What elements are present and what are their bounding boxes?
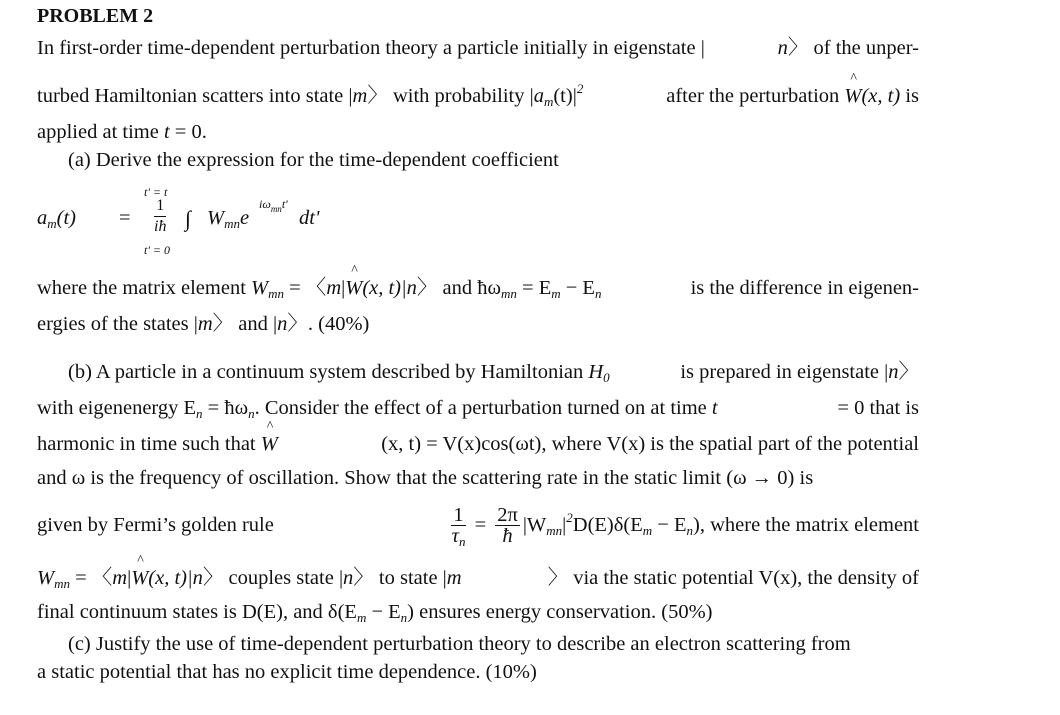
part-b-line-1: (b) A particle in a continuum system described by Hamiltonian $H_0$ is prepared in eigenstate |n〉 (68, 361, 919, 385)
intro-line-3: applied at time t = 0. (37, 121, 207, 143)
part-b-line-6: $W_{mn}$ = 〈m|^ W(x, t)|n〉 couples state |n〉 to state |m 〉 via the static potential V(x), the density of (37, 566, 919, 590)
part-c-line-1: (c) Justify the use of time-dependent perturbation theory to describe an electron scattering from (68, 633, 851, 655)
integral-sign: ∫ (185, 206, 192, 231)
part-c-line-2: a static potential that has no explicit time dependence. (10%) (37, 661, 537, 683)
intro-line-1: In first-order time-dependent perturbation theory a particle initially in eigenstate | n〉 of the unper- (37, 37, 919, 59)
hat-w: ^ W (844, 84, 861, 108)
part-a-heading: (a) Derive the expression for the time-dependent coefficient (68, 149, 559, 171)
part-b-line-5: given by Fermi’s golden rule $\frac{1}{\tau_n}$ = $\frac{2\pi}{ħ}$ $|W_{mn}|^2D(E)\delta(E_m - E_n)$, where the matrix element (37, 503, 919, 549)
intro-line-2: turbed Hamiltonian scatters into state |m〉 with probability $|a_m(t)|^2$ after the perturbation ^ W(x, t) is (37, 84, 919, 108)
part-b-line-7: final continuum states is D(E), and $\delta(E_m - E_n)$ ensures energy conservation. (50%) (37, 601, 713, 625)
part-a-where-2: ergies of the states |m〉 and |n〉. (40%) (37, 313, 370, 335)
part-a-where-1: where the matrix element $W_{mn}$ = 〈m|^ W(x, t)|n〉 and $ħ\omega_{mn} = E_m - E_n$ is the difference in eigenen- (37, 276, 919, 300)
part-b-line-2: with eigenenergy $E_n$ = $ħ\omega_n$. Consider the effect of a perturbation turned on at time t = 0 that is (37, 397, 919, 421)
problem-title: PROBLEM 2 (37, 5, 154, 27)
coefficient-equation: $a_m(t)$ = $\frac{1}{iħ}$ t' = t ∫ t' = 0 $W_{mn}e$ $i\omega_{mn}t'$ dt' (37, 185, 320, 257)
part-b-line-4: and ω is the frequency of oscillation. Show that the scattering rate in the static limit (ω → 0) is (37, 467, 814, 489)
part-b-line-3: harmonic in time such that ^ W (x, t) = V(x)cos(ωt), where V(x) is the spatial part of the potential (37, 432, 919, 456)
